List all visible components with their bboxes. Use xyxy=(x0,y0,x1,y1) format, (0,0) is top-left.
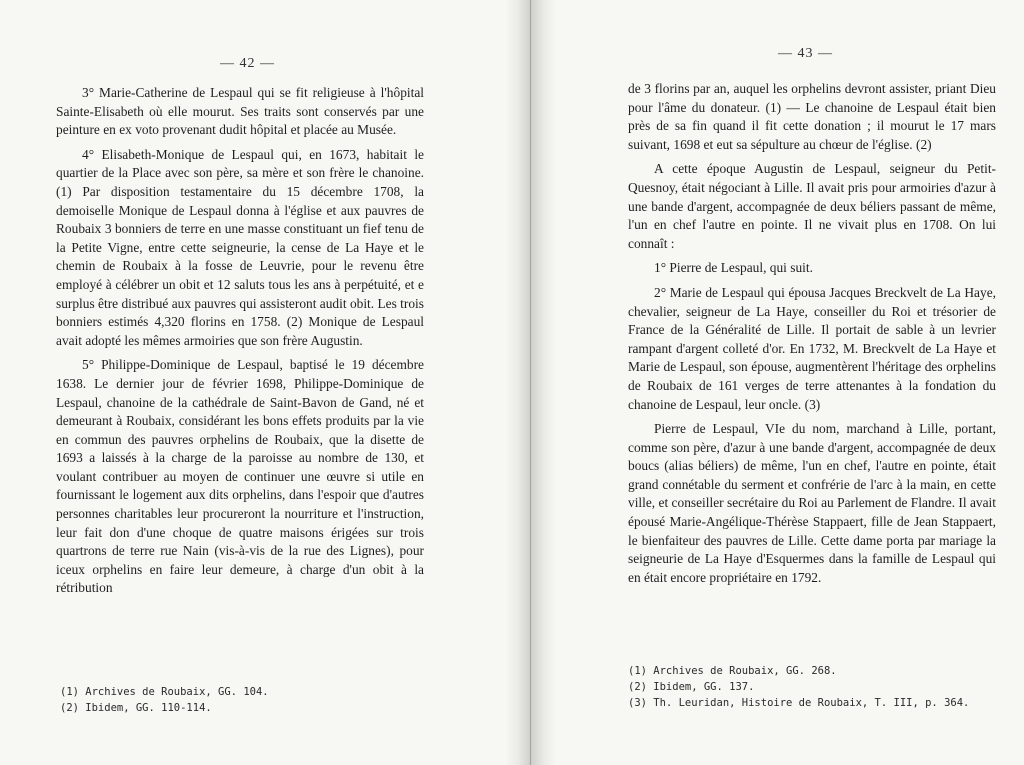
paragraph: A cette époque Augustin de Lespaul, seigneur du Petit-Quesnoy, était négociant à Lille. Il avait pris pour armoiries d'azur à une bande d'argent, accompagnée de deux béliers passant de même, l'un en chef l'autre en pointe. Il ne vivait plus en 1708. On lui connaît : xyxy=(628,161,996,251)
paragraph: 5° Philippe-Dominique de Lespaul, baptisé le 19 décembre 1638. Le dernier jour de février 1698, Philippe-Dominique de Lespaul, chanoine de la cathédrale de Saint-Bavon de Gand, né et demeurant à Roubaix, considérant les bons effets produits par la vie en commun des pauvres orphelins de Roubaix, que la disette de 1693 a laissés à la charge de la paroisse au nombre de 130, et voulant contribuer au moyen de continuer une œuvre si utile en fournissant le logement aux dits orphelins, dans l'espoir que d'autres personnes charitables leur procureront la nourriture et l'instruction, leur fait don d'une choque de quatre maisons érigées sur trois quartrons de terre rue Nain (vis-à-vis de la rue des Lignes), pour iceux orphelins en faire leur demeure, à charge d'un obit à la rétribution xyxy=(56,357,424,596)
page-body xyxy=(628,80,996,593)
paragraph: 2° Marie de Lespaul qui épousa Jacques Breckvelt de La Haye, chevalier, seigneur de La Haye, conseiller du Roi et trésorier de France de la Généralité de Lille. Il portait de sable à un levrier rampant d'argent colleté d'or. En 1732, M. Breckvelt de La Haye et Marie de Lespaul, son épouse, augmentèrent l'héritage des orphelins de Roubaix de 161 verges de terre attenantes à la fondation du chanoine de Lespaul, leur oncle. (3) xyxy=(628,284,996,412)
footnote: (1) Archives de Roubaix, GG. 104. xyxy=(60,686,269,698)
paragraph: Pierre de Lespaul, VIe du nom, marchand à Lille, portant, comme son père, d'azur à une bande d'argent, accompagnée de deux boucs (alias béliers) de même, l'un en chef, l'autre en pointe, était grand connétable du serment et confrérie de l'arc à la main, en cette ville, et conseiller secrétaire du Roi au Parlement de Flandre. Il avait épousé Marie-Angélique-Thérèse Stappaert, fille de Jean Stappaert, le bienfaiteur des pauvres de Lille. Cette dame porta par mariage la seigneurie de La Haye d'Esquermes dans la famille de Lespaul qui en était encore propriétaire en 1792. xyxy=(628,421,996,585)
book-gutter xyxy=(505,0,557,765)
page-number: — 42 — xyxy=(220,56,275,71)
footnote: (2) Ibidem, GG. 137. xyxy=(628,681,755,693)
paragraph: 1° Pierre de Lespaul, qui suit. xyxy=(654,260,813,276)
footnotes xyxy=(60,684,428,716)
page-body xyxy=(56,84,424,604)
paragraph: 4° Elisabeth-Monique de Lespaul qui, en 1673, habitait le quartier de la Place avec son père, sa mère et son frère le chanoine. (1) Par disposition testamentaire du 15 décembre 1708, la demoiselle Monique de Lespaul donna à l'église et aux pauvres de Roubaix 3 bonniers de terre en une masse constituant un fief tenu de la Petite Vigne, entre cette seigneurie, la cense de La Haye et le chemin de Roubaix à la fosse de Leuvrie, pour le revenu être employé à célébrer un obit et 12 saluts tous les ans à perpétuité, et e surplus être distribué aux pauvres qui assisteront audit obit. Les trois bonniers estimés 4,320 florins en 1758. (2) Monique de Lespaul avait adopté les mêmes armoiries que son frère Augustin. xyxy=(56,146,424,348)
footnotes xyxy=(628,663,996,711)
footnote: (2) Ibidem, GG. 110-114. xyxy=(60,702,212,714)
page-number: — 43 — xyxy=(778,46,833,61)
paragraph: 3° Marie-Catherine de Lespaul qui se fit religieuse à l'hôpital Sainte-Elisabeth où elle mourut. Ses traits sont conservés par une peinture en ex voto provenant dudit hôpital et placée au Musée. xyxy=(56,85,424,138)
footnote: (3) Th. Leuridan, Histoire de Roubaix, T. III, p. 364. xyxy=(628,697,970,709)
paragraph: de 3 florins par an, auquel les orphelins devront assister, priant Dieu pour l'âme du donateur. (1) — Le chanoine de Lespaul était bien près de sa fin quand il fit cette donation ; il mourut le 17 mars suivant, 1698 et eut sa sépulture au chœur de l'église. (2) xyxy=(628,81,996,152)
footnote: (1) Archives de Roubaix, GG. 268. xyxy=(628,665,837,677)
gutter-fold-line xyxy=(530,0,531,765)
